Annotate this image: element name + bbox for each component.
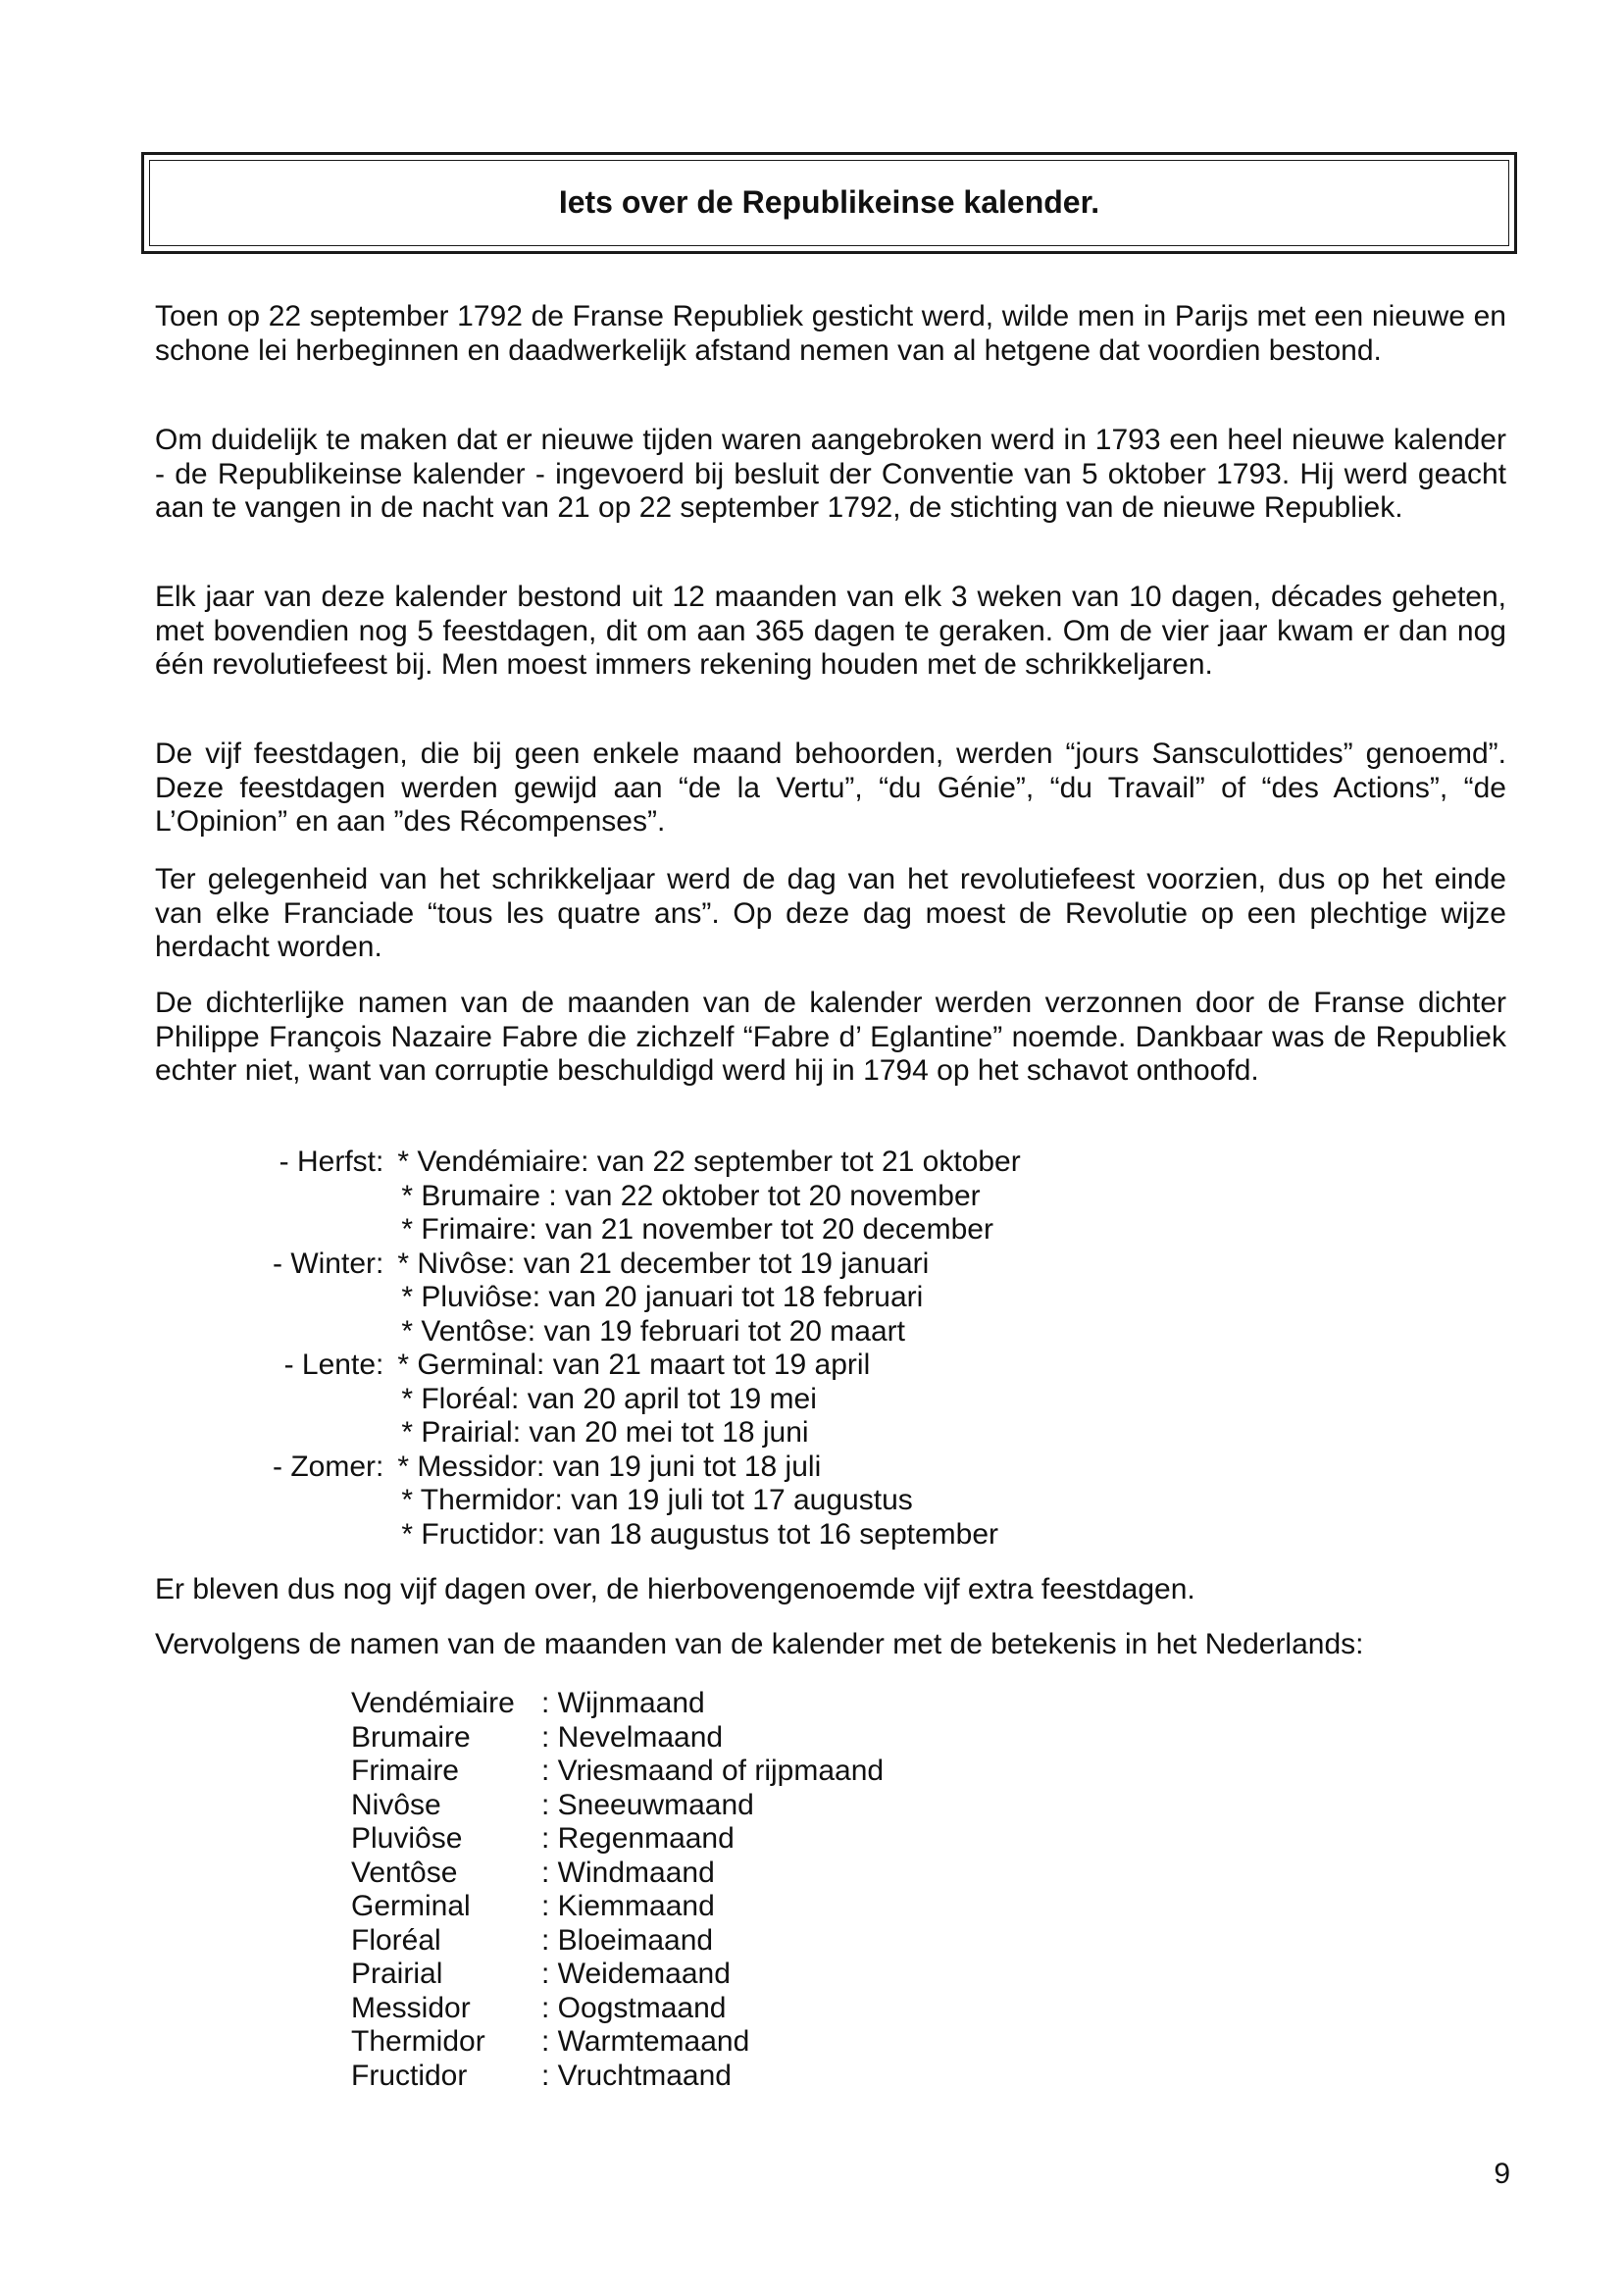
french-month: Floréal — [351, 1923, 441, 1957]
month-range: * Fructidor: van 18 augustus tot 16 september — [401, 1517, 999, 1551]
french-month: Brumaire — [351, 1720, 471, 1754]
month-name-row — [351, 2025, 884, 2060]
month-name-row — [351, 1755, 884, 1789]
french-month: Germinal — [351, 1890, 471, 1922]
title-box — [141, 152, 1517, 254]
season-row — [273, 1518, 1021, 1553]
season-row — [273, 1213, 1021, 1247]
paragraph-after-seasons: Er bleven dus nog vijf dagen over, de hierbovengenoemde vijf extra feestdagen. — [155, 1573, 1195, 1605]
month-name-row — [351, 2060, 884, 2094]
month-range: * Frimaire: van 21 november tot 20 december — [401, 1213, 993, 1246]
month-range: * Vendémiaire: van 22 september tot 21 oktober — [397, 1146, 1021, 1178]
season-label: - Herfst: — [279, 1146, 384, 1178]
french-month: Pluviôse — [351, 1822, 463, 1855]
season-row — [273, 1349, 1021, 1383]
season-row — [273, 1315, 1021, 1349]
month-name-row — [351, 1822, 884, 1857]
month-name-row — [351, 1992, 884, 2026]
dutch-meaning: : Vriesmaand of rijpmaand — [541, 1755, 885, 1787]
french-month: Thermidor — [351, 2025, 485, 2058]
paragraph-5: Ter gelegenheid van het schrikkeljaar werd de dag van het revolutiefeest voorzien, dus op het einde van elke Franciade “tous les quatre ans”. Op deze dag moest de Revolutie op een plechtige wijze herdacht worden. — [155, 863, 1506, 963]
french-month: Fructidor — [351, 2059, 468, 2092]
french-month: Nivôse — [351, 1788, 441, 1821]
french-month: Messidor — [351, 1991, 471, 2024]
season-row — [273, 1247, 1021, 1282]
season-row — [273, 1180, 1021, 1214]
month-name-row — [351, 1958, 884, 1992]
page-number: 9 — [1494, 2158, 1510, 2190]
season-label: - Zomer: — [273, 1450, 384, 1483]
season-table — [273, 1146, 1021, 1552]
season-row — [273, 1383, 1021, 1417]
dutch-meaning: : Kiemmaand — [541, 1890, 715, 1922]
month-range: * Ventôse: van 19 februari tot 20 maart — [401, 1314, 905, 1348]
french-month: Prairial — [351, 1958, 443, 1990]
month-range: * Thermidor: van 19 juli tot 17 augustus — [401, 1484, 913, 1516]
dutch-meaning: : Sneeuwmaand — [541, 1788, 754, 1821]
month-name-row — [351, 1687, 884, 1721]
month-range: * Messidor: van 19 juni tot 18 juli — [397, 1450, 822, 1483]
french-month: Vendémiaire — [351, 1687, 515, 1719]
month-range: * Germinal: van 21 maart tot 19 april — [397, 1349, 871, 1381]
month-name-row — [351, 1789, 884, 1823]
paragraph-3: Elk jaar van deze kalender bestond uit 12 maanden van elk 3 weken van 10 dagen, décades geheten, met bovendien nog 5 feestdagen, dit om aan 365 dagen te geraken. Om de vier jaar kwam er dan nog één revolutiefeest bij. Men moest immers rekening houden met de schrikkeljaren. — [155, 581, 1506, 681]
season-row — [273, 1281, 1021, 1315]
dutch-meaning: : Warmtemaand — [541, 2025, 750, 2058]
paragraph-1: Toen op 22 september 1792 de Franse Republiek gesticht werd, wilde men in Parijs met een nieuwe en schone lei herbeginnen en daadwerkelijk afstand nemen van al hetgene dat voordien bestond. — [155, 300, 1506, 367]
paragraph-2: Om duidelijk te maken dat er nieuwe tijden waren aangebroken werd in 1793 een heel nieuwe kalender - de Republikeinse kalender - ingevoerd bij besluit der Conventie van 5 oktober 1793. Hij werd geacht aan te vangen in de nacht van 21 op 22 september 1792, de stichting van de nieuwe Republiek. — [155, 424, 1506, 524]
french-month: Ventôse — [351, 1856, 458, 1889]
month-name-row — [351, 1721, 884, 1756]
page-title: Iets over de Republikeinse kalender. — [558, 184, 1100, 220]
french-month: Frimaire — [351, 1755, 459, 1787]
dutch-meaning: : Regenmaand — [541, 1822, 735, 1855]
season-row — [273, 1451, 1021, 1485]
month-range: * Floréal: van 20 april tot 19 mei — [401, 1382, 817, 1415]
dutch-meaning: : Vruchtmaand — [541, 2059, 732, 2092]
month-names-table — [351, 1687, 884, 2093]
month-range: * Nivôse: van 21 december tot 19 januari — [397, 1247, 930, 1280]
month-name-row — [351, 1857, 884, 1891]
paragraph-4: De vijf feestdagen, die bij geen enkele maand behoorden, werden “jours Sansculottides” genoemd”. Deze feestdagen werden gewijd aan “de la Vertu”, “du Génie”, “du Travail” of “des Actions”, “de L’Opinion” en aan ”des Récompenses”. — [155, 738, 1506, 838]
month-range: * Brumaire : van 22 oktober tot 20 november — [401, 1179, 981, 1212]
dutch-meaning: : Nevelmaand — [541, 1720, 724, 1754]
month-range: * Prairial: van 20 mei tot 18 juni — [401, 1416, 809, 1449]
season-row — [273, 1484, 1021, 1518]
names-intro: Vervolgens de namen van de maanden van de kalender met de betekenis in het Nederlands: — [155, 1628, 1364, 1660]
dutch-meaning: : Windmaand — [541, 1856, 715, 1889]
season-label: - Winter: — [273, 1247, 384, 1280]
dutch-meaning: : Weidemaand — [541, 1958, 731, 1990]
paragraph-6: De dichterlijke namen van de maanden van de kalender werden verzonnen door de Franse dichter Philippe François Nazaire Fabre die zichzelf “Fabre d’ Eglantine” noemde. Dankbaar was de Republiek echter niet, want van corruptie beschuldigd werd hij in 1794 op het schavot onthoofd. — [155, 987, 1506, 1087]
month-name-row — [351, 1924, 884, 1959]
dutch-meaning: : Bloeimaand — [541, 1923, 714, 1957]
dutch-meaning: : Oogstmaand — [541, 1991, 727, 2024]
month-name-row — [351, 1890, 884, 1924]
season-row — [273, 1146, 1021, 1180]
season-row — [273, 1416, 1021, 1451]
month-range: * Pluviôse: van 20 januari tot 18 februari — [401, 1281, 924, 1313]
dutch-meaning: : Wijnmaand — [541, 1687, 705, 1719]
season-label: - Lente: — [283, 1349, 384, 1381]
